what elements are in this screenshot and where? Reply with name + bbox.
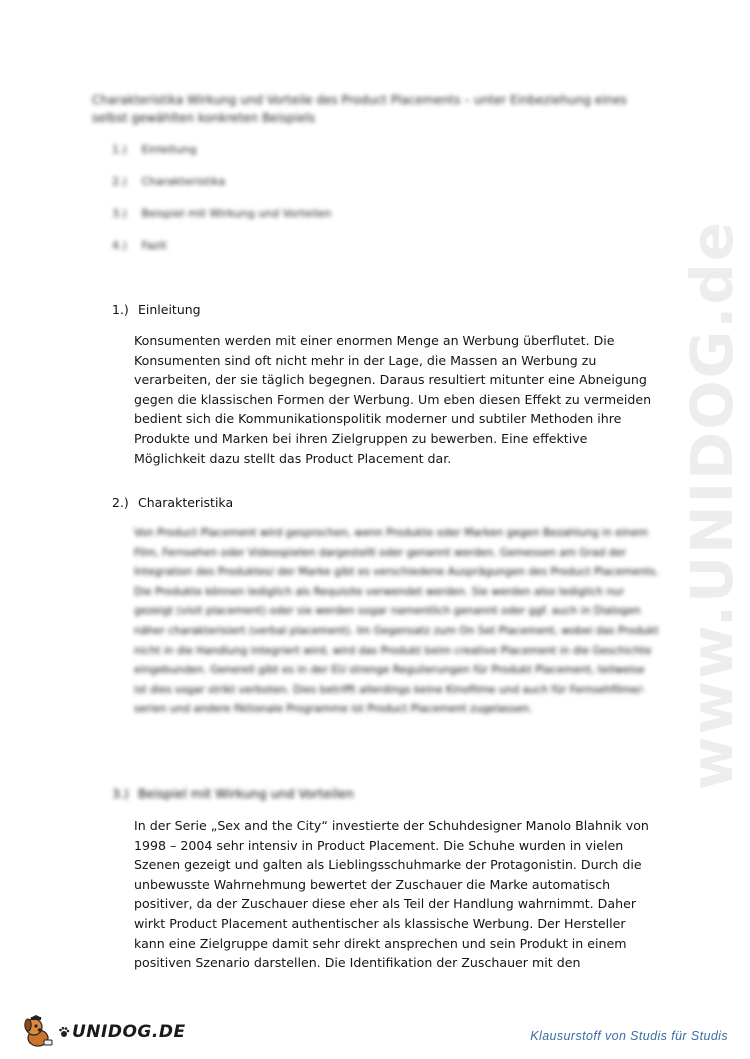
toc-item-1 — [112, 143, 197, 157]
section-heading-1 — [112, 302, 201, 318]
paw-icon — [58, 1026, 70, 1038]
toc-label: Einleitung — [141, 143, 197, 156]
toc-num: 4.) — [112, 239, 127, 252]
toc-label: Charakteristika — [141, 175, 226, 188]
section-heading-3 — [112, 786, 354, 802]
unidog-logo — [20, 1014, 186, 1050]
document-title: Charakteristika Wirkung und Vorteile des Product Placements – unter Einbeziehung eines selbst gewählten konkreten Beispiels — [92, 93, 627, 125]
toc-label: Fazit — [141, 239, 167, 252]
section-heading-2 — [112, 495, 233, 511]
section-num: 1.) — [112, 302, 129, 317]
logo-text: UNIDOG.DE — [72, 1022, 186, 1042]
toc-item-4 — [112, 239, 167, 253]
toc-num: 1.) — [112, 143, 127, 156]
section-title: Einleitung — [137, 302, 201, 317]
section-title: Beispiel mit Wirkung und Vorteilen — [137, 786, 354, 801]
section-num: 3.) — [112, 786, 129, 801]
toc-num: 2.) — [112, 175, 127, 188]
footer-tagline: Klausurstoff von Studis für Studis — [530, 1029, 728, 1043]
toc-num: 3.) — [112, 207, 127, 220]
dog-mascot-icon — [20, 1014, 56, 1050]
toc-item-3 — [112, 207, 332, 221]
section-num: 2.) — [112, 495, 129, 510]
watermark: www.UNIDOG.de — [678, 219, 746, 791]
section-paragraph-1: Konsumenten werden mit einer enormen Menge an Werbung überflutet. Die Konsumenten sind oft nicht mehr in der Lage, die Massen an Werbung zu verarbeiten, der sie täglich begegnen. Daraus resultiert mitunter eine Abneigung gegen die klassischen Formen der Werbung. Um eben diesen Effekt zu vermeiden bedient sich die Kommunikationspolitik moderner und subtiler Methoden ihre Produkte und Marken bei ihren Zielgruppen zu bewerben. Eine effektive Möglichkeit dazu stellt das Product Placement dar. — [134, 333, 652, 466]
section-paragraph-3: In der Serie „Sex and the City“ investierte der Schuhdesigner Manolo Blahnik von 1998 – 2004 sehr intensiv in Product Placement. Die Schuhe wurden in vielen Szenen gezeigt und galten als Lieblingsschuhmarke der Protagonistin. Durch die unbewusste Wahrnehmung bewertet der Zuschauer die Marke automatisch positiver, da der Zuschauer diese eher als Teil der Handlung wahrnimmt. Daher wirkt Product Placement authentischer als klassische Werbung. Der Hersteller kann eine Zielgruppe damit sehr direkt ansprechen und sein Produkt in einem positiven Szenario darstellen. Die Identifikation der Zuschauer mit den — [134, 818, 649, 971]
section-paragraph-2: Von Product Placement wird gesprochen, wenn Produkte oder Marken gegen Bezahlung in einem Film, Fernsehen oder Videospielen dargestellt oder genannt werden. Gemessen am Grad der Integration des Produktes/ der Marke gibt es verschiedene Ausprägungen des Product Placements. Die Produkte können lediglich als Requisite verwendet werden. Sie werden also lediglich nur gezeigt (visit placement) oder sie werden sogar namentlich genannt oder ggf. auch in Dialogen näher charakterisiert (verbal placement). Im Gegensatz zum On Set Placement, wobei das Produkt nicht in die Handlung integriert wird, wird das Produkt beim creative Placement in die Geschichte eingebunden. Generell gibt es in der EU strenge Regulierungen für Produkt Placement, teilweise ist dies sogar strikt verboten. Dies betrifft allerdings keine Kinofilme und auch für Fernsehfilme/-serien und andere fiktionale Programme ist Product Placement zugelassen. — [134, 527, 659, 716]
section-title: Charakteristika — [137, 495, 234, 510]
toc-item-2 — [112, 175, 225, 189]
toc-label: Beispiel mit Wirkung und Vorteilen — [141, 207, 332, 220]
